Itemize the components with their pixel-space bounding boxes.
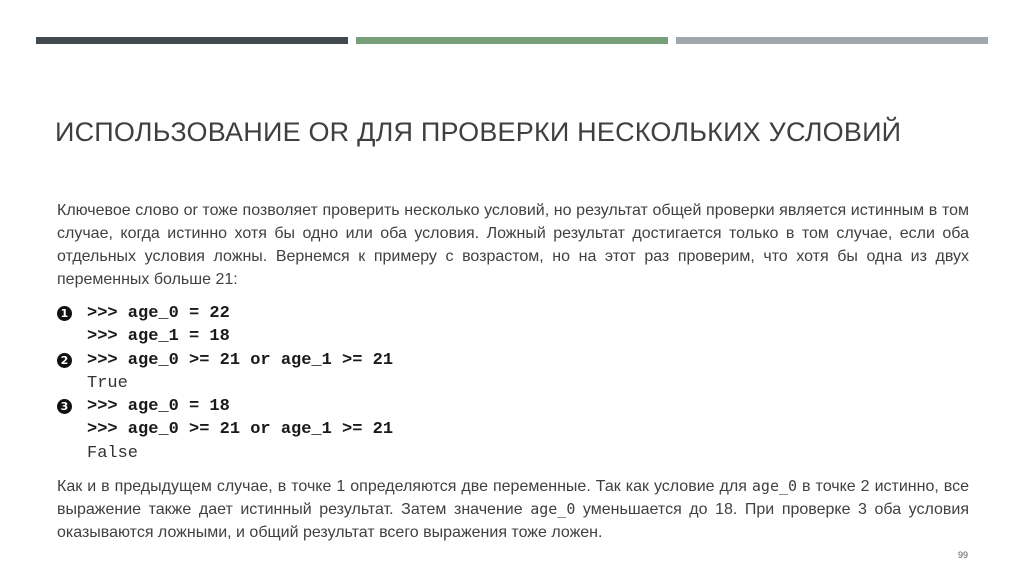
code-line [57,395,557,418]
header-bar-dark [36,37,348,44]
step-marker-icon: 1 [57,306,72,321]
code-line [57,349,557,372]
explanation-text-3: уменьшается до 18. При проверке 3 оба условия оказываются ложными, и общий результат всего выражения тоже ложен. [57,501,970,541]
code-line [57,302,557,325]
step-marker-icon: 2 [57,353,72,368]
slide-title: ИСПОЛЬЗОВАНИЕ OR ДЛЯ ПРОВЕРКИ НЕСКОЛЬКИХ УСЛОВИЙ [55,117,902,147]
code-line [57,325,557,348]
code-text: >>> age_1 = 18 [87,327,230,347]
intro-paragraph: Ключевое слово or тоже позволяет проверить несколько условий, но результат общей проверки является истинным в том случае, когда истинно хотя бы одно или оба условия. Ложный результат достигается только в том случае, если оба отдельных условия ложны. Вернемся к примеру с возрастом, но на этот раз проверим, что хотя бы одна из двух переменных больше 21: [57,202,969,288]
inline-code-age0: age_0 [751,477,798,495]
code-text: False [87,443,139,463]
code-text: >>> age_0 >= 21 or age_1 >= 21 [87,350,394,370]
code-text: >>> age_0 >= 21 or age_1 >= 21 [87,420,394,440]
step-marker-icon: 3 [57,399,72,414]
code-line [57,442,557,465]
header-bar-green [356,37,668,44]
code-line [57,418,557,441]
explanation-paragraph [57,475,969,544]
code-text: >>> age_0 = 18 [87,397,230,417]
explanation-text-1: Как и в предыдущем случае, в точке 1 определяются две переменные. Так как условие для [57,478,752,495]
code-line [57,372,557,395]
page-number: 99 [957,550,968,560]
code-block [57,302,557,465]
inline-code-age0-second: age_0 [530,500,576,518]
code-text: >>> age_0 = 22 [87,304,230,323]
header-bar-gray [676,37,988,44]
code-text: True [87,373,128,393]
explanation-text-2: в точке 2 истинно, все выражение также дает истинный результат. Затем значение [57,478,970,518]
